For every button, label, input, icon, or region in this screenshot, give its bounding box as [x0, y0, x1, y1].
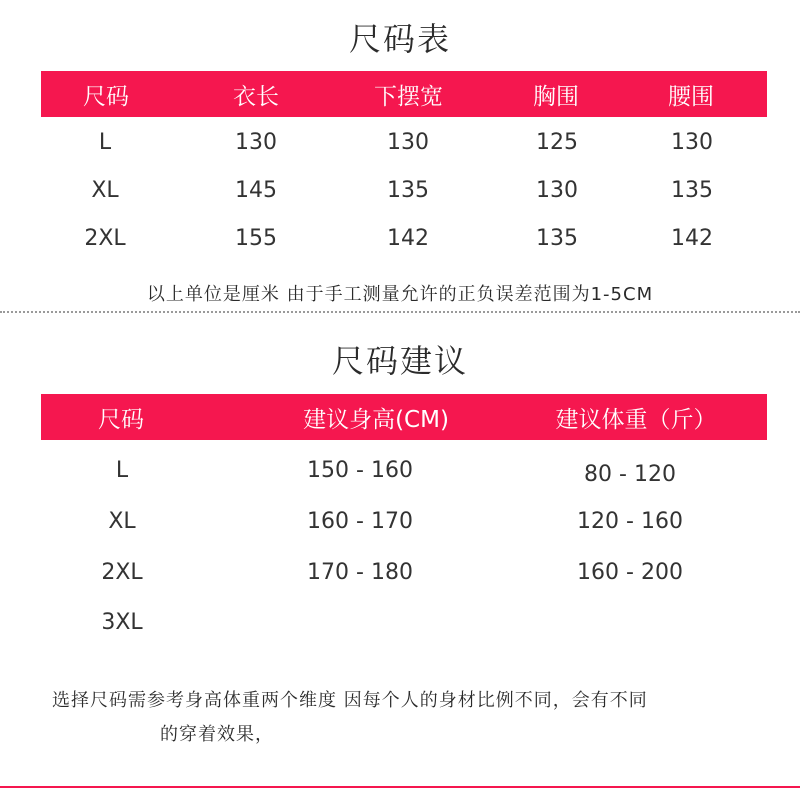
size-table-header-size: 尺码	[83, 83, 129, 110]
weight-cell: 160 - 200	[577, 560, 683, 585]
height-cell: 170 - 180	[307, 560, 413, 585]
size-advice-header-size: 尺码	[98, 406, 144, 433]
size-cell: XL	[108, 509, 136, 534]
size-table-note: 以上单位是厘米 由于手工测量允许的正负误差范围为1-5CM	[146, 284, 654, 305]
size-cell: XL	[91, 178, 119, 203]
size-table-header-waist: 腰围	[668, 83, 714, 110]
size-cell: 3XL	[101, 610, 143, 635]
length-cell: 130	[235, 130, 277, 155]
size-advice-header	[41, 394, 767, 440]
height-cell: 160 - 170	[307, 509, 413, 534]
size-table-title: 尺码表	[348, 20, 451, 58]
table-row	[0, 226, 800, 256]
size-cell: 2XL	[101, 560, 143, 585]
table-row	[0, 610, 800, 640]
length-cell: 155	[235, 226, 277, 251]
size-advice-note-line2: 的穿着效果，	[160, 724, 274, 745]
size-table-header-chest: 胸围	[533, 83, 579, 110]
size-cell: L	[98, 130, 112, 155]
size-table-header	[41, 71, 767, 117]
size-table-header-hem: 下摆宽	[374, 83, 443, 110]
table-row	[0, 458, 800, 488]
size-table-header-length: 衣长	[233, 83, 279, 110]
table-row	[0, 509, 800, 539]
hem-cell: 130	[387, 130, 429, 155]
table-row	[0, 178, 800, 208]
hem-cell: 142	[387, 226, 429, 251]
size-advice-header-height: 建议身高(CM)	[303, 406, 449, 433]
size-cell: L	[115, 458, 129, 483]
height-cell: 150 - 160	[307, 458, 413, 483]
section-divider	[0, 311, 800, 313]
chest-cell: 125	[536, 130, 578, 155]
size-cell: 2XL	[84, 226, 126, 251]
length-cell: 145	[235, 178, 277, 203]
table-row	[0, 560, 800, 590]
hem-cell: 135	[387, 178, 429, 203]
bottom-accent-line	[0, 786, 800, 788]
waist-cell: 135	[671, 178, 713, 203]
chest-cell: 130	[536, 178, 578, 203]
waist-cell: 142	[671, 226, 713, 251]
chest-cell: 135	[536, 226, 578, 251]
weight-cell: 120 - 160	[577, 509, 683, 534]
size-advice-note-line1: 选择尺码需参考身高体重两个维度 因每个人的身材比例不同，会有不同	[52, 690, 648, 711]
size-advice-title: 尺码建议	[331, 342, 468, 380]
waist-cell: 130	[671, 130, 713, 155]
weight-cell: 80 - 120	[584, 462, 676, 487]
table-row	[0, 130, 800, 160]
size-advice-header-weight: 建议体重（斤）	[555, 406, 717, 433]
